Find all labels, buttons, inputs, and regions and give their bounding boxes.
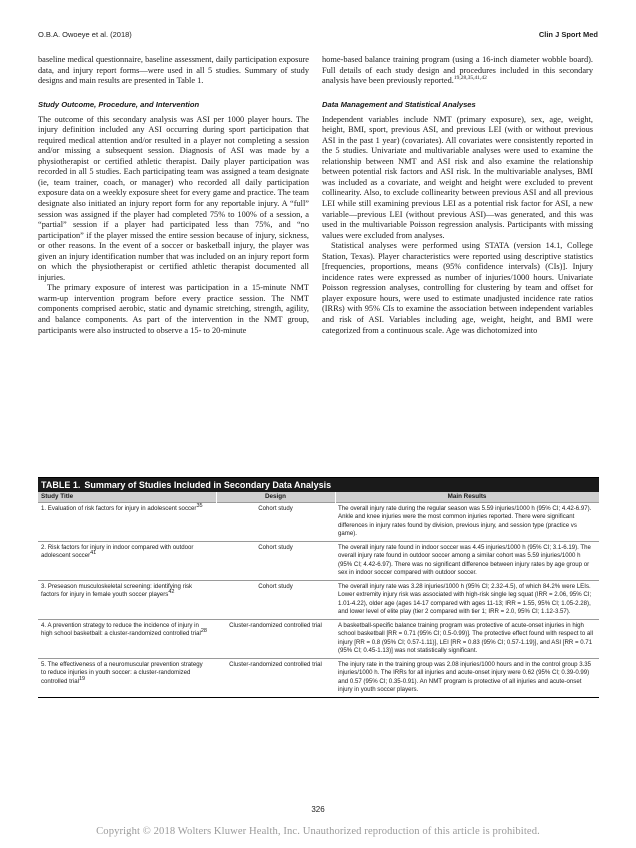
- study-title-text: 5. The effectiveness of a neuromuscular prevention strategy to reduce injuries in youth soccer: a cluster-randomized controlled trial: [41, 661, 203, 685]
- table-row: [38, 542, 599, 581]
- paragraph: The primary exposure of interest was participation in a 15-minute NMT warm-up intervention program before every practice session. The NMT components comprised aerobic, static and dynamic stretching, strength, agility, and balance components. As part of the intervention in the NMT group, participants were also instructed to observe a 15- to 20-minute: [38, 283, 309, 335]
- table-title: Summary of Studies Included in Secondary Data Analysis: [84, 480, 332, 490]
- right-text-column: [322, 55, 593, 336]
- paragraph-text: home-based balance training program (using a 16-inch diameter wobble board). Full details of each study design and procedures included in this secondary analysis have been previously reported.: [322, 55, 593, 86]
- column-header-study-title: Study Title: [38, 492, 216, 503]
- cell-study-title: [38, 581, 216, 620]
- study-title-text: 3. Preseason musculoskeletal screening: identifying risk factors for injury in female youth soccer players: [41, 583, 193, 599]
- table-label: TABLE 1.: [41, 480, 81, 490]
- running-header-journal: Clin J Sport Med: [538, 30, 598, 39]
- section-heading-data-management: Data Management and Statistical Analyses: [322, 99, 476, 109]
- cell-main-results: A basketball-specific balance training program was protective of acute-onset injuries in high school basketball [RR = 0.71 (95% CI; 0.5-0.99)]. The protective effect found with respect to all injury [RR = 0.8 (95% CI; 0.57-1.11)], LEI [RR = 0.83 (95% CI; 0.57-1.19)], and ASI [RR = 0.71 (95% CI; 0.45-1.13)] was not statistically significant.: [335, 620, 599, 659]
- cell-main-results: The overall injury rate was 3.28 injuries/1000 h (95% CI; 2.32-4.5), of which 84.2% were LEIs. Lower extremity injury risk was associated with high-risk single leg squat (IRR = 2.06, 95% CI; 1.01-4.22), older age (ages 14-17 compared with ages 11-13; IRR = 1.55, 95% CI; 1.05-2.28), and lower level of elite play (tier 2 compared with tier 1; IRR = 2.0, 95% CI; 1.12-3.57).: [335, 581, 599, 620]
- table-row: [38, 620, 599, 659]
- table-header-row: [38, 492, 599, 503]
- left-text-column: [38, 55, 309, 336]
- table-title-bar: [38, 478, 599, 492]
- table-row: [38, 659, 599, 698]
- cell-study-title: [38, 503, 216, 542]
- cell-design: Cohort study: [216, 503, 335, 542]
- paragraph: Statistical analyses were performed using STATA (version 14.1, College Station, Texas). Player characteristics were reported using descriptive statistics [frequencies, proportions, means (95% confidence intervals) (CIs)]. Injury incidence rates were expressed as number of injuries/1000 hours. Univariate Poisson regression analyses, controlling for clustering by team and offset for player exposure hours, were used to estimate unadjusted incidence rate ratios (IRRs) with 95% CIs to examine the association between independent variables and risk of ASI. Variables including age, weight, height, and BMI were categorized from a continuous scale. Age was dichotomized into: [322, 241, 593, 335]
- paragraph: [322, 55, 593, 87]
- study-title-text: 4. A prevention strategy to reduce the incidence of injury in high school basketball: a cluster-randomized controlled trial: [41, 622, 201, 638]
- cell-design: Cohort study: [216, 542, 335, 581]
- study-reference: 19: [78, 675, 86, 682]
- copyright-notice: Copyright © 2018 Wolters Kluwer Health, Inc. Unauthorized reproduction of this article is prohibited.: [96, 826, 540, 837]
- cell-study-title: [38, 659, 216, 698]
- study-reference: 35: [196, 502, 203, 509]
- table-row: [38, 581, 599, 620]
- running-header-authors: O.B.A. Owoeye et al. (2018): [38, 30, 132, 39]
- cell-study-title: [38, 620, 216, 659]
- paragraph: baseline medical questionnaire, baseline assessment, daily participation exposure data, and injury report forms—were used in all 5 studies. Summary of study designs and main results are presented in Table 1.: [38, 55, 309, 86]
- study-reference: 41: [90, 550, 97, 557]
- column-header-design: Design: [216, 492, 335, 503]
- cell-study-title: [38, 542, 216, 581]
- studies-table: [38, 492, 600, 698]
- page-number: 326: [311, 805, 325, 814]
- paragraph: The outcome of this secondary analysis was ASI per 1000 player hours. The injury definition included any ASI occurring during sport participation that required medical attention and/or resulted in a player not completing a session and/or missing a subsequent session. Diagnosis of ASI was made by a physiotherapist or certified athletic therapist. Daily player participation was recorded in all 5 studies. Each participating team was assigned a team designate (ie, team trainer, coach, or manager) who recorded all daily participation exposure data on a weekly exposure sheet for every game and practice. The team designate also initiated an injury report form for any reportable injury. A “full” session was assigned if the player had completed 75% to 100% of a session, a “partial” session if a player had participated less than 75%, and “no participation” if the player missed the entire session because of injury, sickness, or other reasons. In the event of a soccer or basketball injury, the player was given an injury identification number that was included on an injury report form on which the physiotherapist or certified athletic therapist documented all injuries.: [38, 114, 309, 282]
- cell-main-results: The injury rate in the training group was 2.08 injuries/1000 hours and in the control group 3.35 injuries/1000 h. The IRRs for all injuries and acute-onset injury were 0.62 (95% CI; 0.39-0.99) and 0.57 (95% CI; 0.35-0.91). An NMT program is protective of all injuries and acute-onset injury in youth soccer players.: [335, 659, 599, 698]
- table-row: [38, 503, 599, 542]
- paragraph: Independent variables include NMT (primary exposure), sex, age, weight, height, BMI, sport, previous ASI, and previous LEI (with or without previous ASI in the past 1 year) (covariates). All covariates were consistently reported in the 5 studies. Univariate and multivariable analyses were used to examine the relationship between NMT and ASI risk and also examine the relationship between potential risk factors and ASI risk. In the multivariable analyses, BMI was included as a covariate, and weight and height were excluded to prevent collinearity. Also, to exclude collinearity between previous ASI and all previous LEI while still examining previous LEI as a potential risk factor for ASI, a new variable—previous LEI (without previous ASI)—was generated, and this was used in the multivariable Poisson regression analysis. Participants with missing values were excluded from analyses.: [322, 114, 593, 240]
- study-reference: 42: [168, 589, 175, 596]
- cell-main-results: The overall injury rate during the regular season was 5.59 injuries/1000 h (95% CI; 4.42-6.97). Ankle and knee injuries were the most common injuries reported. There were significant differences in injury rates found by division, previous injury, and session type (practice vs game).: [335, 503, 599, 542]
- column-header-main-results: Main Results: [335, 492, 599, 503]
- study-title-text: 1. Evaluation of risk factors for injury in adolescent soccer: [41, 505, 197, 512]
- study-reference: 28: [200, 628, 207, 635]
- cell-design: Cluster-randomized controlled trial: [216, 620, 335, 659]
- cell-main-results: The overall injury rate found in indoor soccer was 4.45 injuries/1000 h (95% CI; 3.1-6.19). The overall injury rate found in outdoor soccer among a similar cohort was 5.59 injuries/1000 h (95% CI; 4.42-6.97). There was no significant difference between injury rates by age group or sex in indoor soccer compared with outdoor soccer.: [335, 542, 599, 581]
- cell-design: Cluster-randomized controlled trial: [216, 659, 335, 698]
- citation-refs: 19,28,35,41,42: [453, 75, 487, 82]
- study-title-text: 2. Risk factors for injury in indoor compared with outdoor adolescent soccer: [41, 544, 194, 560]
- table-1: [38, 477, 599, 698]
- cell-design: Cohort study: [216, 581, 335, 620]
- section-heading-study-outcome: Study Outcome, Procedure, and Intervention: [38, 99, 200, 109]
